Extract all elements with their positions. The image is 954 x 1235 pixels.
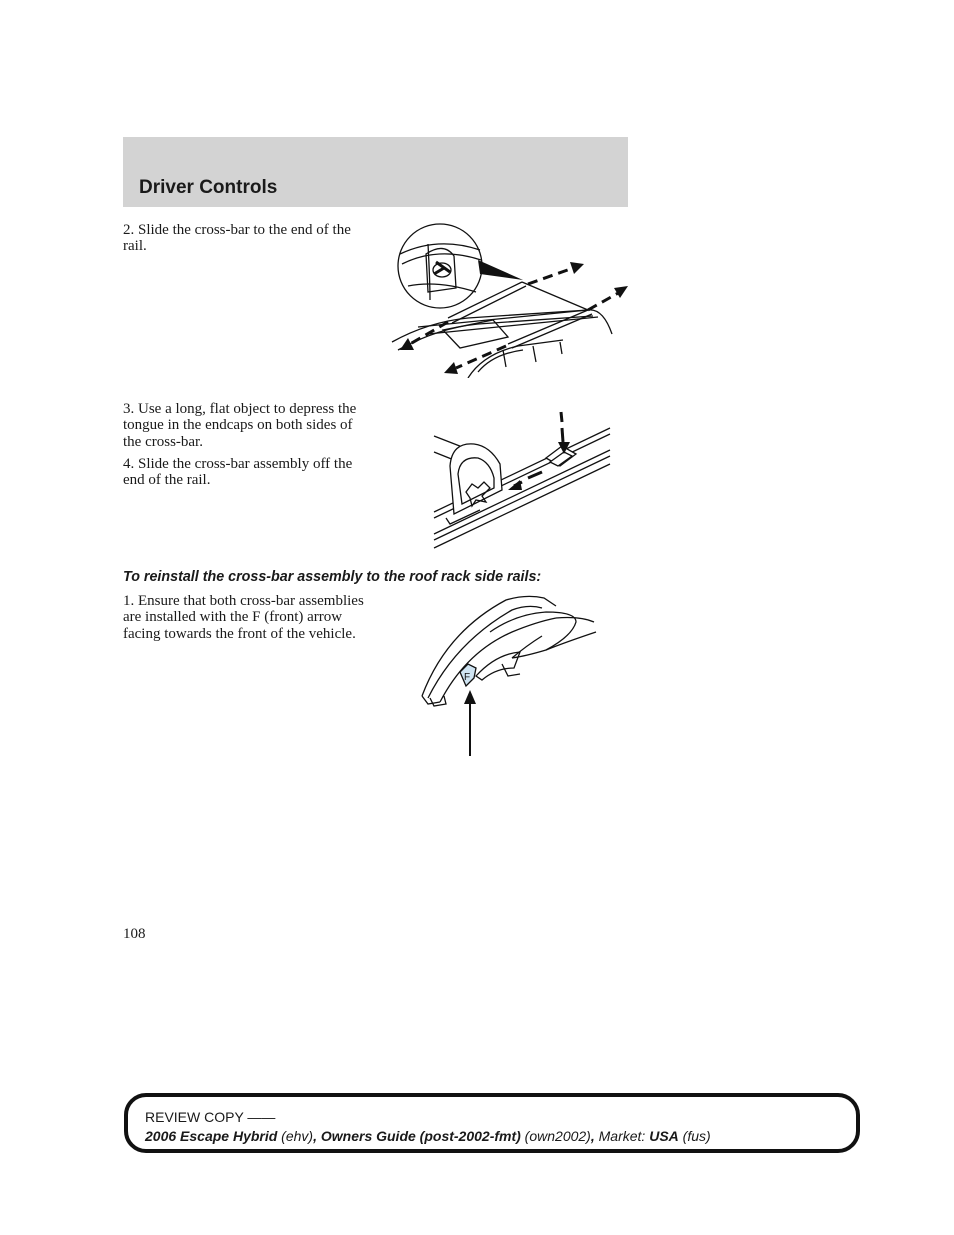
- step-3-text: 3. Use a long, flat object to depress the tongue in the endcaps on both sides of the cross-bar.: [123, 401, 357, 450]
- footer-review-copy: REVIEW COPY ——: [145, 1109, 276, 1125]
- footer-market: USA: [649, 1128, 679, 1144]
- front-arrow-endcap-illustration: [416, 592, 600, 758]
- page-number: 108: [123, 926, 146, 942]
- footer-sep-1: ,: [313, 1128, 321, 1144]
- reinstall-step-1-text: 1. Ensure that both cross-bar assemblies are installed with the F (front) arrow facing towards the front of the vehicle.: [123, 593, 364, 642]
- footer-guide: Owners Guide (post-2002-fmt): [320, 1128, 521, 1144]
- footer-model-code: (ehv): [277, 1128, 314, 1144]
- footer-market-label: Market:: [598, 1128, 650, 1144]
- footer-model: 2006 Escape Hybrid: [145, 1128, 278, 1144]
- review-copy-footer: [124, 1093, 860, 1153]
- section-title: Driver Controls: [139, 177, 278, 198]
- section-header-band: [123, 137, 628, 207]
- footer-document-info: [145, 1128, 711, 1144]
- footer-sep-2: ,: [590, 1128, 599, 1144]
- footer-market-code: (fus): [678, 1128, 711, 1144]
- step-4-text: 4. Slide the cross-bar assembly off the end of the rail.: [123, 456, 353, 489]
- reinstall-heading: To reinstall the cross-bar assembly to the roof rack side rails:: [123, 569, 542, 585]
- front-arrow-letter: F: [464, 672, 471, 683]
- footer-guide-code: (own2002): [520, 1128, 591, 1144]
- endcap-tongue-illustration: [420, 408, 614, 552]
- step-2-text: 2. Slide the cross-bar to the end of the rail.: [123, 222, 351, 255]
- crossbar-slide-illustration: [388, 222, 630, 378]
